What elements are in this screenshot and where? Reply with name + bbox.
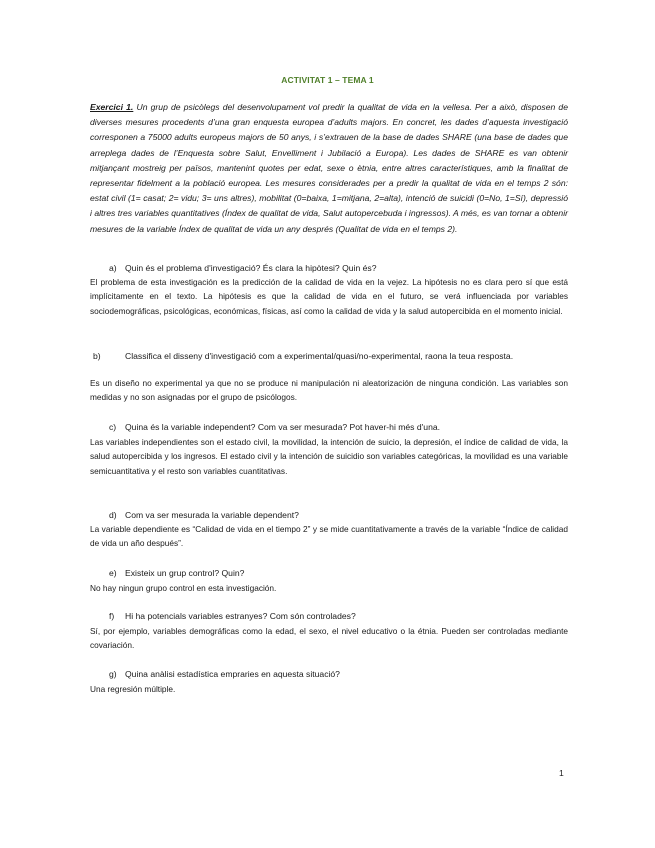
answer-c: Las variables independientes son el estado civil, la movilidad, la intención de suicio, la depresión, el índice de calidad de vida, la salud autopercibida y los ingresos. El estado civil y la intención de suicidio son variables categóricas, la movilidad es una variable semicuantitativa y el resto son variables cuantitativas. — [90, 437, 568, 476]
question-text: Hi ha potencials variables estranyes? Com són controlades? — [125, 611, 356, 621]
answer-g: Una regresión múltiple. — [90, 684, 176, 694]
question-g — [90, 668, 568, 681]
exercise-statement — [90, 100, 568, 237]
exercise-text: Un grup de psicòlegs del desenvolupament vol predir la qualitat de vida en la vellesa. Per a això, disposen de diverses mesures procedents d’una gran enquesta europea d’adults majors. En concret, les dades d’aquesta investigació corresponen a 75000 adults europeus majors de 50 anys, i s’extrauen de la base de dades SHARE (una base de dades que arreplega dades de l’Enquesta sobre Salut, Envelliment i Jubilació a Europa). Les dades de SHARE es van obtenir mitjançant mostreig per països, mantenint quotes per edat, sexe o ètnia, entre altres característiques, amb la finalitat de representar fidelment a la població europea. Les mesures considerades per a predir la qualitat de vida en el temps 2 són: estat civil (1= casat; 2= vidu; 3= uns altres), mobilitat (0=baixa, 1=mitjana, 2=alta), intenció de suicidi (0=No, 1=Sí), depressió i altres tres variables quantitatives (Índex de qualitat de vida, Salut autopercebuda i ingressos). A més, es van tornar a obtenir mesures de la variable Índex de qualitat de vida un any després (Qualitat de vida en el temps 2). — [90, 102, 568, 234]
answer-f: Sí, por ejemplo, variables demográficas como la edad, el sexo, el nivel educativo o la étnia. Pueden ser controladas mediante covariación. — [90, 626, 568, 651]
question-c — [90, 421, 568, 434]
question-text: Existeix un grup control? Quin? — [125, 568, 245, 578]
question-text: Classifica el disseny d'investigació com a experimental/quasi/no-experimental, raona la teua resposta. — [125, 351, 514, 361]
activity-title: ACTIVITAT 1 – TEMA 1 — [281, 75, 374, 85]
question-letter: a) — [109, 263, 117, 273]
exercise-label: Exercici 1. — [90, 102, 134, 112]
question-a — [90, 262, 568, 275]
question-text: Com va ser mesurada la variable dependent? — [125, 510, 299, 520]
question-text: Quin és el problema d'investigació? És clara la hipòtesi? Quin és? — [125, 263, 377, 273]
question-letter: c) — [109, 422, 117, 432]
answer-a: El problema de esta investigación es la predicción de la calidad de vida en la vejez. La hipótesis no es clara pero sí que está implícitamente en el texto. La hipótesis es que la calidad de vida en el futuro, se verá influenciada por variables sociodemográficas, psicológicas, económicas, físicas, así como la calidad de vida y la salud autopercibida en el momento inicial. — [90, 277, 568, 316]
question-letter: b) — [93, 351, 101, 361]
question-d — [90, 509, 568, 522]
answer-e: No hay ningun grupo control en esta investigación. — [90, 583, 277, 593]
question-letter: f) — [109, 611, 115, 621]
question-letter: g) — [109, 669, 117, 679]
question-f — [90, 610, 568, 623]
answer-d: La variable dependiente es “Calidad de vida en el tiempo 2” y se mide cuantitativamente a través de la variable “Índice de calidad de vida un año después”. — [90, 524, 568, 549]
question-letter: e) — [109, 568, 117, 578]
question-e — [90, 567, 568, 580]
question-text: Quina anàlisi estadística empraries en aquesta situació? — [125, 669, 340, 679]
answer-b: Es un diseño no experimental ya que no se produce ni manipulación ni aleatorización de ninguna condición. Las variables son medidas y no son asignadas por el grupo de psicólogos. — [90, 378, 568, 403]
question-letter: d) — [109, 510, 117, 520]
page-number: 1 — [559, 768, 564, 778]
question-text: Quina és la variable independent? Com va ser mesurada? Pot haver-hi més d'una. — [125, 422, 441, 432]
question-b — [90, 350, 568, 363]
